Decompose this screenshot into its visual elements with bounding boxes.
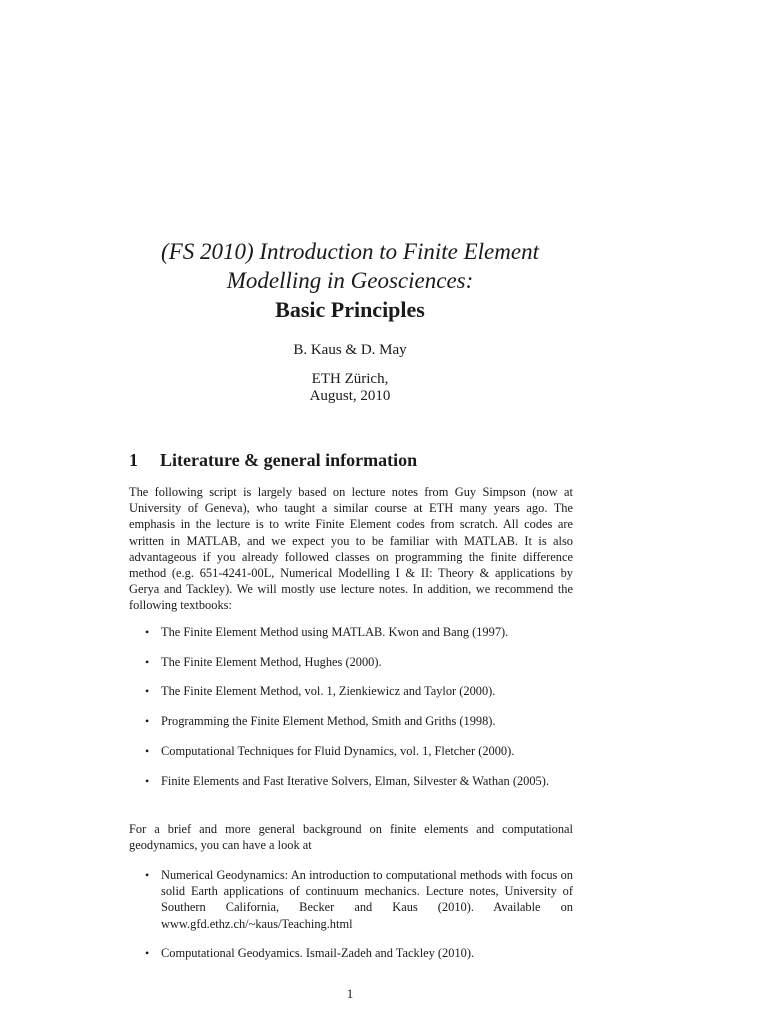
list-item-text: The Finite Element Method, vol. 1, Zienkiewicz and Taylor (2000). bbox=[161, 684, 496, 699]
bullet-icon: • bbox=[145, 743, 150, 758]
section-heading bbox=[129, 450, 417, 470]
textbook-list bbox=[129, 624, 573, 802]
institution: ETH Zürich, bbox=[311, 371, 389, 387]
authors: B. Kaus & D. May bbox=[293, 342, 407, 358]
title-line-2: Modelling in Geosciences: bbox=[226, 268, 474, 293]
list-item bbox=[129, 683, 573, 699]
list-item bbox=[129, 624, 573, 640]
background-list bbox=[129, 867, 573, 975]
bullet-icon: • bbox=[145, 773, 150, 788]
subtitle: Basic Principles bbox=[275, 297, 425, 322]
list-item bbox=[129, 945, 573, 961]
list-item bbox=[129, 867, 573, 932]
bullet-icon: • bbox=[145, 654, 150, 669]
list-item-text: The Finite Element Method, Hughes (2000). bbox=[161, 654, 382, 669]
list-item-text: Computational Geodyamics. Ismail-Zadeh and Tackley (2010). bbox=[161, 946, 475, 961]
list-item bbox=[129, 743, 573, 759]
intro-paragraph: The following script is largely based on lecture notes from Guy Simpson (now at University of Geneva), who taught a similar course at ETH many years ago. The emphasis in the lecture is to write Finite Element codes from scratch. All codes are written in MATLAB, and we expect you to be familiar with MATLAB. It is also advantageous if you already followed classes on programming the finite difference method (e.g. 651-4241-00L, Numerical Modelling I & II: Theory & applications by Gerya and Tackley). We will mostly use lecture notes. In addition, we recommend the following textbooks: bbox=[129, 485, 573, 613]
section-title: Literature & general information bbox=[160, 450, 418, 470]
list-item bbox=[129, 713, 573, 729]
list-item-text: Finite Elements and Fast Iterative Solvers, Elman, Silvester & Wathan (2005). bbox=[161, 773, 549, 788]
bullet-icon: • bbox=[145, 946, 150, 961]
list-item-text: Computational Techniques for Fluid Dynamics, vol. 1, Fletcher (2000). bbox=[161, 743, 515, 758]
bullet-icon: • bbox=[145, 714, 150, 729]
bullet-icon: • bbox=[145, 684, 150, 699]
bullet-icon: • bbox=[145, 625, 150, 639]
list-item-text: The Finite Element Method using MATLAB. Kwon and Bang (1997). bbox=[161, 625, 509, 639]
section-number: 1 bbox=[129, 450, 138, 470]
date: August, 2010 bbox=[309, 388, 391, 404]
list-item bbox=[129, 654, 573, 670]
title-line-1: (FS 2010) Introduction to Finite Element bbox=[161, 239, 539, 264]
affiliation bbox=[0, 371, 700, 405]
background-paragraph: For a brief and more general background on finite elements and computational geodynamics, you can have a look at bbox=[129, 822, 573, 853]
bullet-icon: • bbox=[145, 868, 150, 882]
list-item-text: Numerical Geodynamics: An introduction to computational methods with focus on solid Earth applications of continuum mechanics. Lecture notes, University of Southern California, Becker and Kaus (2010). Available on www.gfd.ethz.ch/~kaus/Teaching.html bbox=[161, 868, 573, 931]
list-item bbox=[129, 773, 573, 789]
title-block bbox=[0, 237, 700, 325]
page-number: 1 bbox=[346, 986, 354, 1001]
list-item-text: Programming the Finite Element Method, Smith and Griths (1998). bbox=[161, 714, 496, 729]
